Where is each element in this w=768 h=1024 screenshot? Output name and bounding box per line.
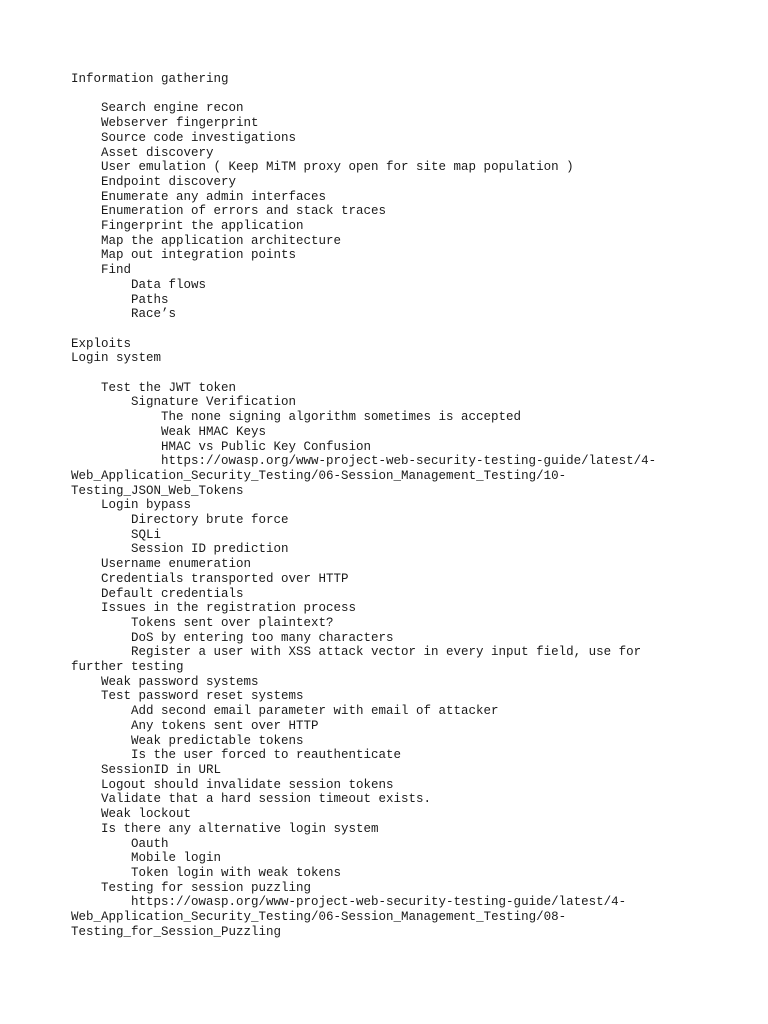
list-item: Issues in the registration process [101, 601, 357, 616]
list-item: Username enumeration [101, 557, 252, 572]
section-heading-login-system: Login system [71, 351, 162, 366]
list-item: Weak password systems [101, 674, 259, 689]
list-item: Test the JWT token [101, 380, 237, 395]
list-item: HMAC vs Public Key Confusion [161, 439, 372, 454]
list-item: Weak predictable tokens [131, 733, 304, 748]
url-text: Web_Application_Security_Testing/06-Session_Management_Testing/08- [71, 910, 567, 925]
list-item: The none signing algorithm sometimes is accepted [161, 410, 522, 425]
list-item: Weak lockout [101, 807, 192, 822]
list-item: Webserver fingerprint [101, 116, 259, 131]
list-item: Weak HMAC Keys [161, 424, 267, 439]
blank-line [71, 366, 691, 381]
list-item: Register a user with XSS attack vector in every input field, use for [131, 645, 642, 660]
list-item: further testing [71, 660, 184, 675]
list-item: Any tokens sent over HTTP [131, 718, 319, 733]
list-item: Is there any alternative login system [101, 821, 379, 836]
list-item: Endpoint discovery [101, 174, 237, 189]
list-item: Map the application architecture [101, 233, 342, 248]
blank-line [71, 322, 691, 337]
list-item: Map out integration points [101, 248, 297, 263]
list-item: DoS by entering too many characters [131, 630, 394, 645]
list-item: Paths [131, 292, 169, 307]
list-item: Token login with weak tokens [131, 865, 342, 880]
list-item: Enumerate any admin interfaces [101, 189, 327, 204]
list-item: Is the user forced to reauthenticate [131, 748, 402, 763]
list-item: Logout should invalidate session tokens [101, 777, 394, 792]
list-item: SQLi [131, 527, 162, 542]
section-heading-exploits: Exploits [71, 336, 132, 351]
list-item: Directory brute force [131, 513, 289, 528]
list-item: Testing for session puzzling [101, 880, 312, 895]
document-page [71, 72, 691, 939]
list-item: Session ID prediction [131, 542, 289, 557]
list-item: SessionID in URL [101, 763, 222, 777]
list-item: Signature Verification [131, 395, 297, 410]
url-text: Web_Application_Security_Testing/06-Session_Management_Testing/10- [71, 468, 567, 483]
list-item: Search engine recon [101, 101, 244, 116]
list-item: Asset discovery [101, 145, 214, 160]
list-item: Login bypass [101, 498, 192, 513]
list-item: Credentials transported over HTTP [101, 571, 349, 586]
list-item: Oauth [131, 836, 169, 851]
blank-line [71, 87, 691, 102]
url-text: https://owasp.org/www-project-web-security-testing-guide/latest/4- [131, 895, 627, 910]
list-item: Add second email parameter with email of attacker [131, 704, 499, 719]
list-item: Source code investigations [101, 130, 297, 145]
list-item: Race’s [131, 307, 177, 322]
section-heading-information-gathering: Information gathering [71, 72, 229, 86]
list-item: Tokens sent over plaintext? [131, 615, 334, 630]
url-text: Testing_JSON_Web_Tokens [71, 483, 244, 498]
list-item: Default credentials [101, 586, 244, 601]
list-item: User emulation ( Keep MiTM proxy open for site map population ) [101, 160, 574, 175]
list-item: Mobile login [131, 851, 222, 866]
list-item: Find [101, 263, 132, 278]
list-item: Validate that a hard session timeout exists. [101, 792, 432, 807]
list-item: Test password reset systems [101, 689, 304, 704]
list-item: Data flows [131, 277, 207, 292]
list-item: Enumeration of errors and stack traces [101, 204, 387, 219]
url-text: https://owasp.org/www-project-web-security-testing-guide/latest/4- [161, 454, 657, 469]
list-item: Fingerprint the application [101, 219, 304, 234]
url-text: Testing_for_Session_Puzzling [71, 924, 282, 939]
